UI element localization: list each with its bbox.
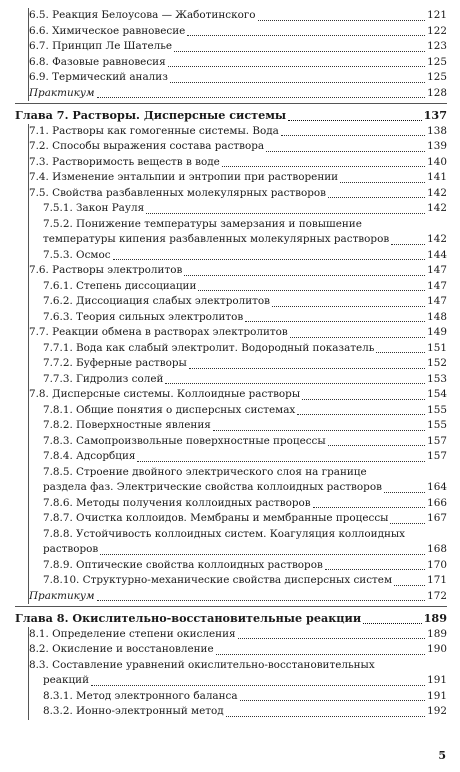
leader-dots <box>137 460 425 462</box>
page-number: 5 <box>438 749 446 762</box>
entry-page: 164 <box>427 481 447 493</box>
leader-dots <box>238 637 426 639</box>
entry-title: 7.7.2. Буферные растворы <box>43 357 187 369</box>
toc-entry <box>29 642 447 658</box>
entry-page: 191 <box>427 689 447 702</box>
toc-entry <box>29 434 447 450</box>
entry-title: 7.8.8. Устойчивость коллоидных систем. Коагуляция коллоидных <box>43 527 406 540</box>
leader-dots <box>168 65 426 67</box>
entry-title: 7.5.3. Осмос <box>43 248 111 261</box>
toc-entry-6-7 <box>29 39 447 55</box>
entry-page: 151 <box>427 341 447 354</box>
entry-title: 7.3. Растворимость веществ в воде <box>29 155 220 168</box>
toc-entry <box>29 170 447 186</box>
divider <box>15 606 447 607</box>
entry-page: 142 <box>427 202 447 214</box>
toc-entry-6-9 <box>29 70 447 86</box>
entry-page: 141 <box>427 171 447 183</box>
entry-page: 172 <box>427 589 447 602</box>
leader-dots <box>384 491 425 493</box>
entry-page: 125 <box>427 71 447 83</box>
leader-dots <box>146 212 425 214</box>
leader-dots <box>328 196 425 198</box>
leader-dots <box>170 81 425 83</box>
entry-title: 7.6. Растворы электролитов <box>29 264 183 276</box>
entry-page: 125 <box>427 55 447 68</box>
entry-page: 155 <box>427 419 447 431</box>
leader-dots <box>391 243 425 245</box>
toc-entry <box>29 310 447 326</box>
toc-entry-6-5 <box>29 8 447 24</box>
entry-title: 7.8.1. Общие понятия о дисперсных системах <box>43 403 296 416</box>
entry-title: 7.2. Способы выражения состава раствора <box>29 140 265 152</box>
toc-entry-6-8 <box>29 55 447 71</box>
leader-dots <box>113 258 426 260</box>
entry-title: 7.8.2. Поверхностные явления <box>43 419 211 431</box>
toc-entry <box>29 279 447 295</box>
toc-entry <box>29 511 447 527</box>
chapter-7-entries <box>28 124 447 605</box>
entry-page: 122 <box>427 24 447 37</box>
leader-dots <box>226 715 425 717</box>
entry-title: 7.5.2. Понижение температуры замерзания и повышение <box>43 217 362 230</box>
toc-entry-line1 <box>29 465 447 481</box>
entry-title: 6.8. Фазовые равновесия <box>29 55 166 68</box>
entry-page: 140 <box>427 155 447 168</box>
entry-page: 128 <box>427 86 447 99</box>
leader-dots <box>325 568 425 570</box>
entry-title: 7.6.1. Степень диссоциации <box>43 279 197 292</box>
entry-page: 121 <box>427 9 447 21</box>
entry-title: 7.5.1. Закон Рауля <box>43 202 145 214</box>
toc-entry <box>29 139 447 155</box>
leader-dots <box>297 413 425 415</box>
chapter-8-entries <box>28 627 447 720</box>
entry-title: 7.8. Дисперсные системы. Коллоидные растворы <box>29 388 301 400</box>
toc-entry <box>29 155 447 171</box>
toc-entry <box>29 186 447 202</box>
chapter-page: 137 <box>423 108 447 122</box>
divider <box>15 103 447 104</box>
entry-page: 139 <box>427 140 447 152</box>
leader-dots <box>363 622 422 624</box>
entry-page: 152 <box>427 357 447 369</box>
toc-entry <box>29 558 447 574</box>
toc-entry <box>29 496 447 512</box>
table-of-contents <box>15 8 447 720</box>
leader-dots <box>245 320 425 322</box>
toc-entry <box>29 704 447 720</box>
entry-title: 7.8.4. Адсорбция <box>43 450 136 462</box>
leader-dots <box>328 444 426 446</box>
entry-page: 167 <box>427 512 447 524</box>
entry-title: 7.5. Свойства разбавленных молекулярных растворов <box>29 186 327 199</box>
toc-entry <box>29 480 447 496</box>
entry-title: 7.1. Растворы как гомогенные системы. Вода <box>29 124 279 137</box>
leader-dots <box>266 150 425 152</box>
entry-page: 147 <box>427 279 447 292</box>
chapter6-tail <box>28 8 447 101</box>
entry-page: 170 <box>427 558 447 571</box>
leader-dots <box>198 289 425 291</box>
toc-entry <box>29 418 447 434</box>
leader-dots <box>313 506 426 508</box>
entry-page: 153 <box>427 372 447 385</box>
leader-dots <box>187 34 425 36</box>
entry-page: 155 <box>427 403 447 416</box>
leader-dots <box>97 96 426 98</box>
chapter-title: Глава 8. Окислительно-восстановительные реакции <box>15 611 362 625</box>
chapter-8-heading <box>15 611 447 627</box>
entry-page: 138 <box>427 124 447 137</box>
toc-entry <box>29 403 447 419</box>
toc-entry-6-6 <box>29 24 447 40</box>
entry-title: 7.8.3. Самопроизвольные поверхностные процессы <box>43 434 326 447</box>
entry-page: 157 <box>427 434 447 447</box>
entry-title: Практикум <box>29 589 95 602</box>
leader-dots <box>97 599 426 601</box>
entry-title: растворов <box>43 543 99 555</box>
entry-title: 7.8.5. Строение двойного электрического слоя на границе <box>43 465 367 478</box>
toc-entry-practicum-6 <box>29 86 447 102</box>
toc-entry-practicum-7 <box>29 589 447 605</box>
entry-title: Практикум <box>29 86 95 99</box>
leader-dots <box>165 382 425 384</box>
entry-title: 7.7.3. Гидролиз солей <box>43 372 164 385</box>
entry-page: 147 <box>427 264 447 276</box>
entry-title: 8.3.1. Метод электронного баланса <box>43 689 238 702</box>
chapter-page: 189 <box>423 611 447 625</box>
entry-title: 6.5. Реакция Белоусова — Жаботинского <box>29 9 256 21</box>
toc-entry <box>29 263 447 279</box>
toc-entry-line1 <box>29 658 447 674</box>
leader-dots <box>216 653 426 655</box>
entry-title: 7.4. Изменение энтальпии и энтропии при растворении <box>29 171 339 183</box>
leader-dots <box>174 50 425 52</box>
toc-entry <box>29 573 447 589</box>
toc-entry <box>29 294 447 310</box>
entry-page: 166 <box>427 496 447 509</box>
leader-dots <box>288 119 422 121</box>
entry-page: 142 <box>427 186 447 199</box>
leader-dots <box>302 398 425 400</box>
entry-title: реакций <box>43 674 90 686</box>
entry-title: температуры кипения разбавленных молекулярных растворов <box>43 233 390 245</box>
entry-title: 7.7.1. Вода как слабый электролит. Водородный показатель <box>43 341 375 354</box>
entry-page: 144 <box>427 248 447 261</box>
entry-title: 7.8.10. Структурно-механические свойства дисперсных систем <box>43 574 393 586</box>
entry-title: раздела фаз. Электрические свойства коллоидных растворов <box>43 481 382 493</box>
entry-page: 192 <box>427 705 447 717</box>
entry-page: 147 <box>427 295 447 307</box>
toc-entry <box>29 673 447 689</box>
toc-entry-line1 <box>29 217 447 233</box>
chapter-title: Глава 7. Растворы. Дисперсные системы <box>15 108 287 122</box>
entry-title: 8.3. Составление уравнений окислительно-восстановительных <box>29 658 375 671</box>
entry-title: 8.2. Окисление и восстановление <box>29 643 214 655</box>
leader-dots <box>91 684 425 686</box>
entry-page: 148 <box>427 310 447 323</box>
toc-entry <box>29 248 447 264</box>
leader-dots <box>290 336 425 338</box>
leader-dots <box>213 429 425 431</box>
entry-title: 7.7. Реакции обмена в растворах электролитов <box>29 326 288 338</box>
leader-dots <box>390 522 425 524</box>
toc-entry <box>29 689 447 705</box>
leader-dots <box>100 553 425 555</box>
toc-entry <box>29 449 447 465</box>
toc-entry-line1 <box>29 527 447 543</box>
chapter-7-heading <box>15 108 447 124</box>
leader-dots <box>281 134 425 136</box>
toc-entry <box>29 341 447 357</box>
leader-dots <box>340 181 425 183</box>
toc-entry <box>29 232 447 248</box>
toc-entry <box>29 627 447 643</box>
toc-entry <box>29 542 447 558</box>
entry-title: 8.3.2. Ионно-электронный метод <box>43 705 224 717</box>
entry-page: 189 <box>427 627 447 640</box>
toc-entry <box>29 387 447 403</box>
leader-dots <box>394 584 425 586</box>
toc-entry <box>29 201 447 217</box>
entry-title: 7.6.3. Теория сильных электролитов <box>43 310 244 323</box>
entry-page: 171 <box>427 574 447 586</box>
entry-page: 149 <box>427 326 447 338</box>
entry-title: 8.1. Определение степени окисления <box>29 627 236 640</box>
entry-page: 157 <box>427 450 447 462</box>
leader-dots <box>189 367 425 369</box>
leader-dots <box>222 165 425 167</box>
entry-page: 154 <box>427 388 447 400</box>
entry-title: 7.8.9. Оптические свойства коллоидных растворов <box>43 558 323 571</box>
entry-title: 6.6. Химическое равновесие <box>29 24 186 37</box>
entry-title: 7.6.2. Диссоциация слабых электролитов <box>43 295 270 307</box>
leader-dots <box>240 699 426 701</box>
entry-title: 7.8.7. Очистка коллоидов. Мембраны и мембранные процессы <box>43 512 389 524</box>
entry-title: 6.9. Термический анализ <box>29 71 168 83</box>
entry-page: 190 <box>427 643 447 655</box>
toc-entry <box>29 124 447 140</box>
leader-dots <box>258 19 426 21</box>
entry-page: 168 <box>427 543 447 555</box>
leader-dots <box>272 305 425 307</box>
leader-dots <box>376 351 425 353</box>
entry-page: 191 <box>427 674 447 686</box>
entry-title: 6.7. Принцип Ле Шателье <box>29 40 173 52</box>
entry-page: 123 <box>427 40 447 52</box>
toc-entry <box>29 372 447 388</box>
leader-dots <box>184 274 425 276</box>
toc-entry <box>29 325 447 341</box>
entry-title: 7.8.6. Методы получения коллоидных растворов <box>43 496 311 509</box>
entry-page: 142 <box>427 233 447 245</box>
toc-entry <box>29 356 447 372</box>
